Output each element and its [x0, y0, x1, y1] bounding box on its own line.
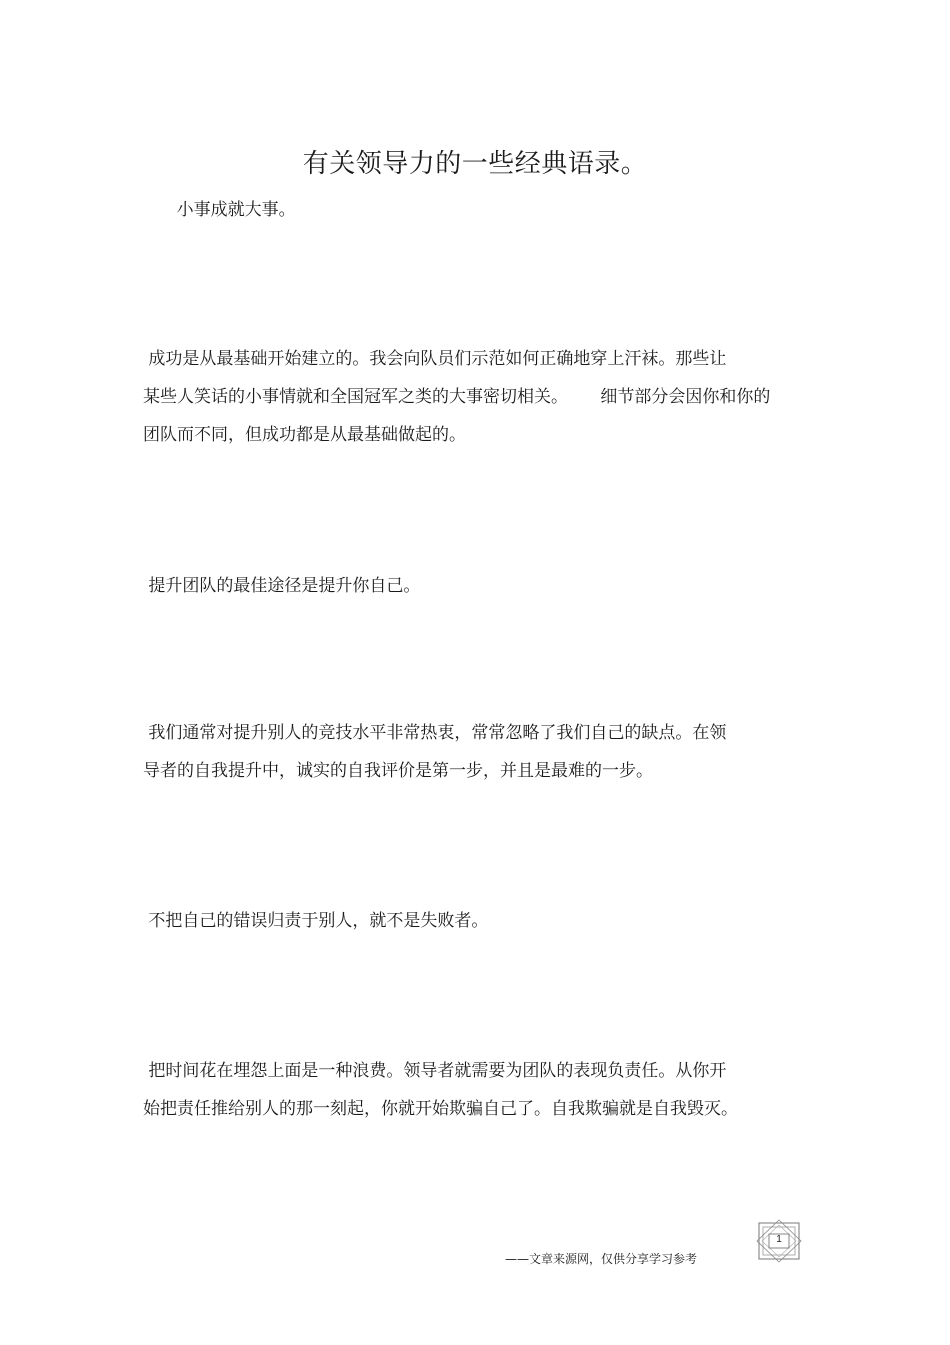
paragraph-line: 导者的自我提升中，诚实的自我评价是第一步，并且是最难的一步。	[143, 761, 653, 781]
paragraph-line: 把时间花在埋怨上面是一种浪费。领导者就需要为团队的表现负责任。从你开	[143, 1061, 727, 1081]
paragraph-line: 提升团队的最佳途径是提升你自己。	[143, 576, 421, 596]
footer-source-text: ——文章来源网，仅供分享学习参考	[505, 1252, 698, 1266]
paragraph-line: 我们通常对提升别人的竞技水平非常热衷，常常忽略了我们自己的缺点。在领	[143, 723, 727, 743]
page-number: 1	[776, 1234, 782, 1245]
paragraph-line: 某些人笑话的小事情就和全国冠军之类的大事密切相关。 细节部分会因你和你的	[143, 387, 771, 407]
paragraph-line: 不把自己的错误归责于别人，就不是失败者。	[143, 911, 489, 931]
page-title: 有关领导力的一些经典语录。	[302, 149, 648, 179]
paragraph-line: 始把责任推给别人的那一刻起，你就开始欺骗自己了。自我欺骗就是自我毁灭。	[143, 1099, 738, 1119]
page-number-badge	[754, 1219, 804, 1263]
paragraph-line: 团队而不同，但成功都是从最基础做起的。	[143, 425, 466, 445]
paragraph-line: 成功是从最基础开始建立的。我会向队员们示范如何正确地穿上汗袜。那些让	[143, 349, 727, 369]
paragraph-line: 小事成就大事。	[155, 200, 296, 220]
